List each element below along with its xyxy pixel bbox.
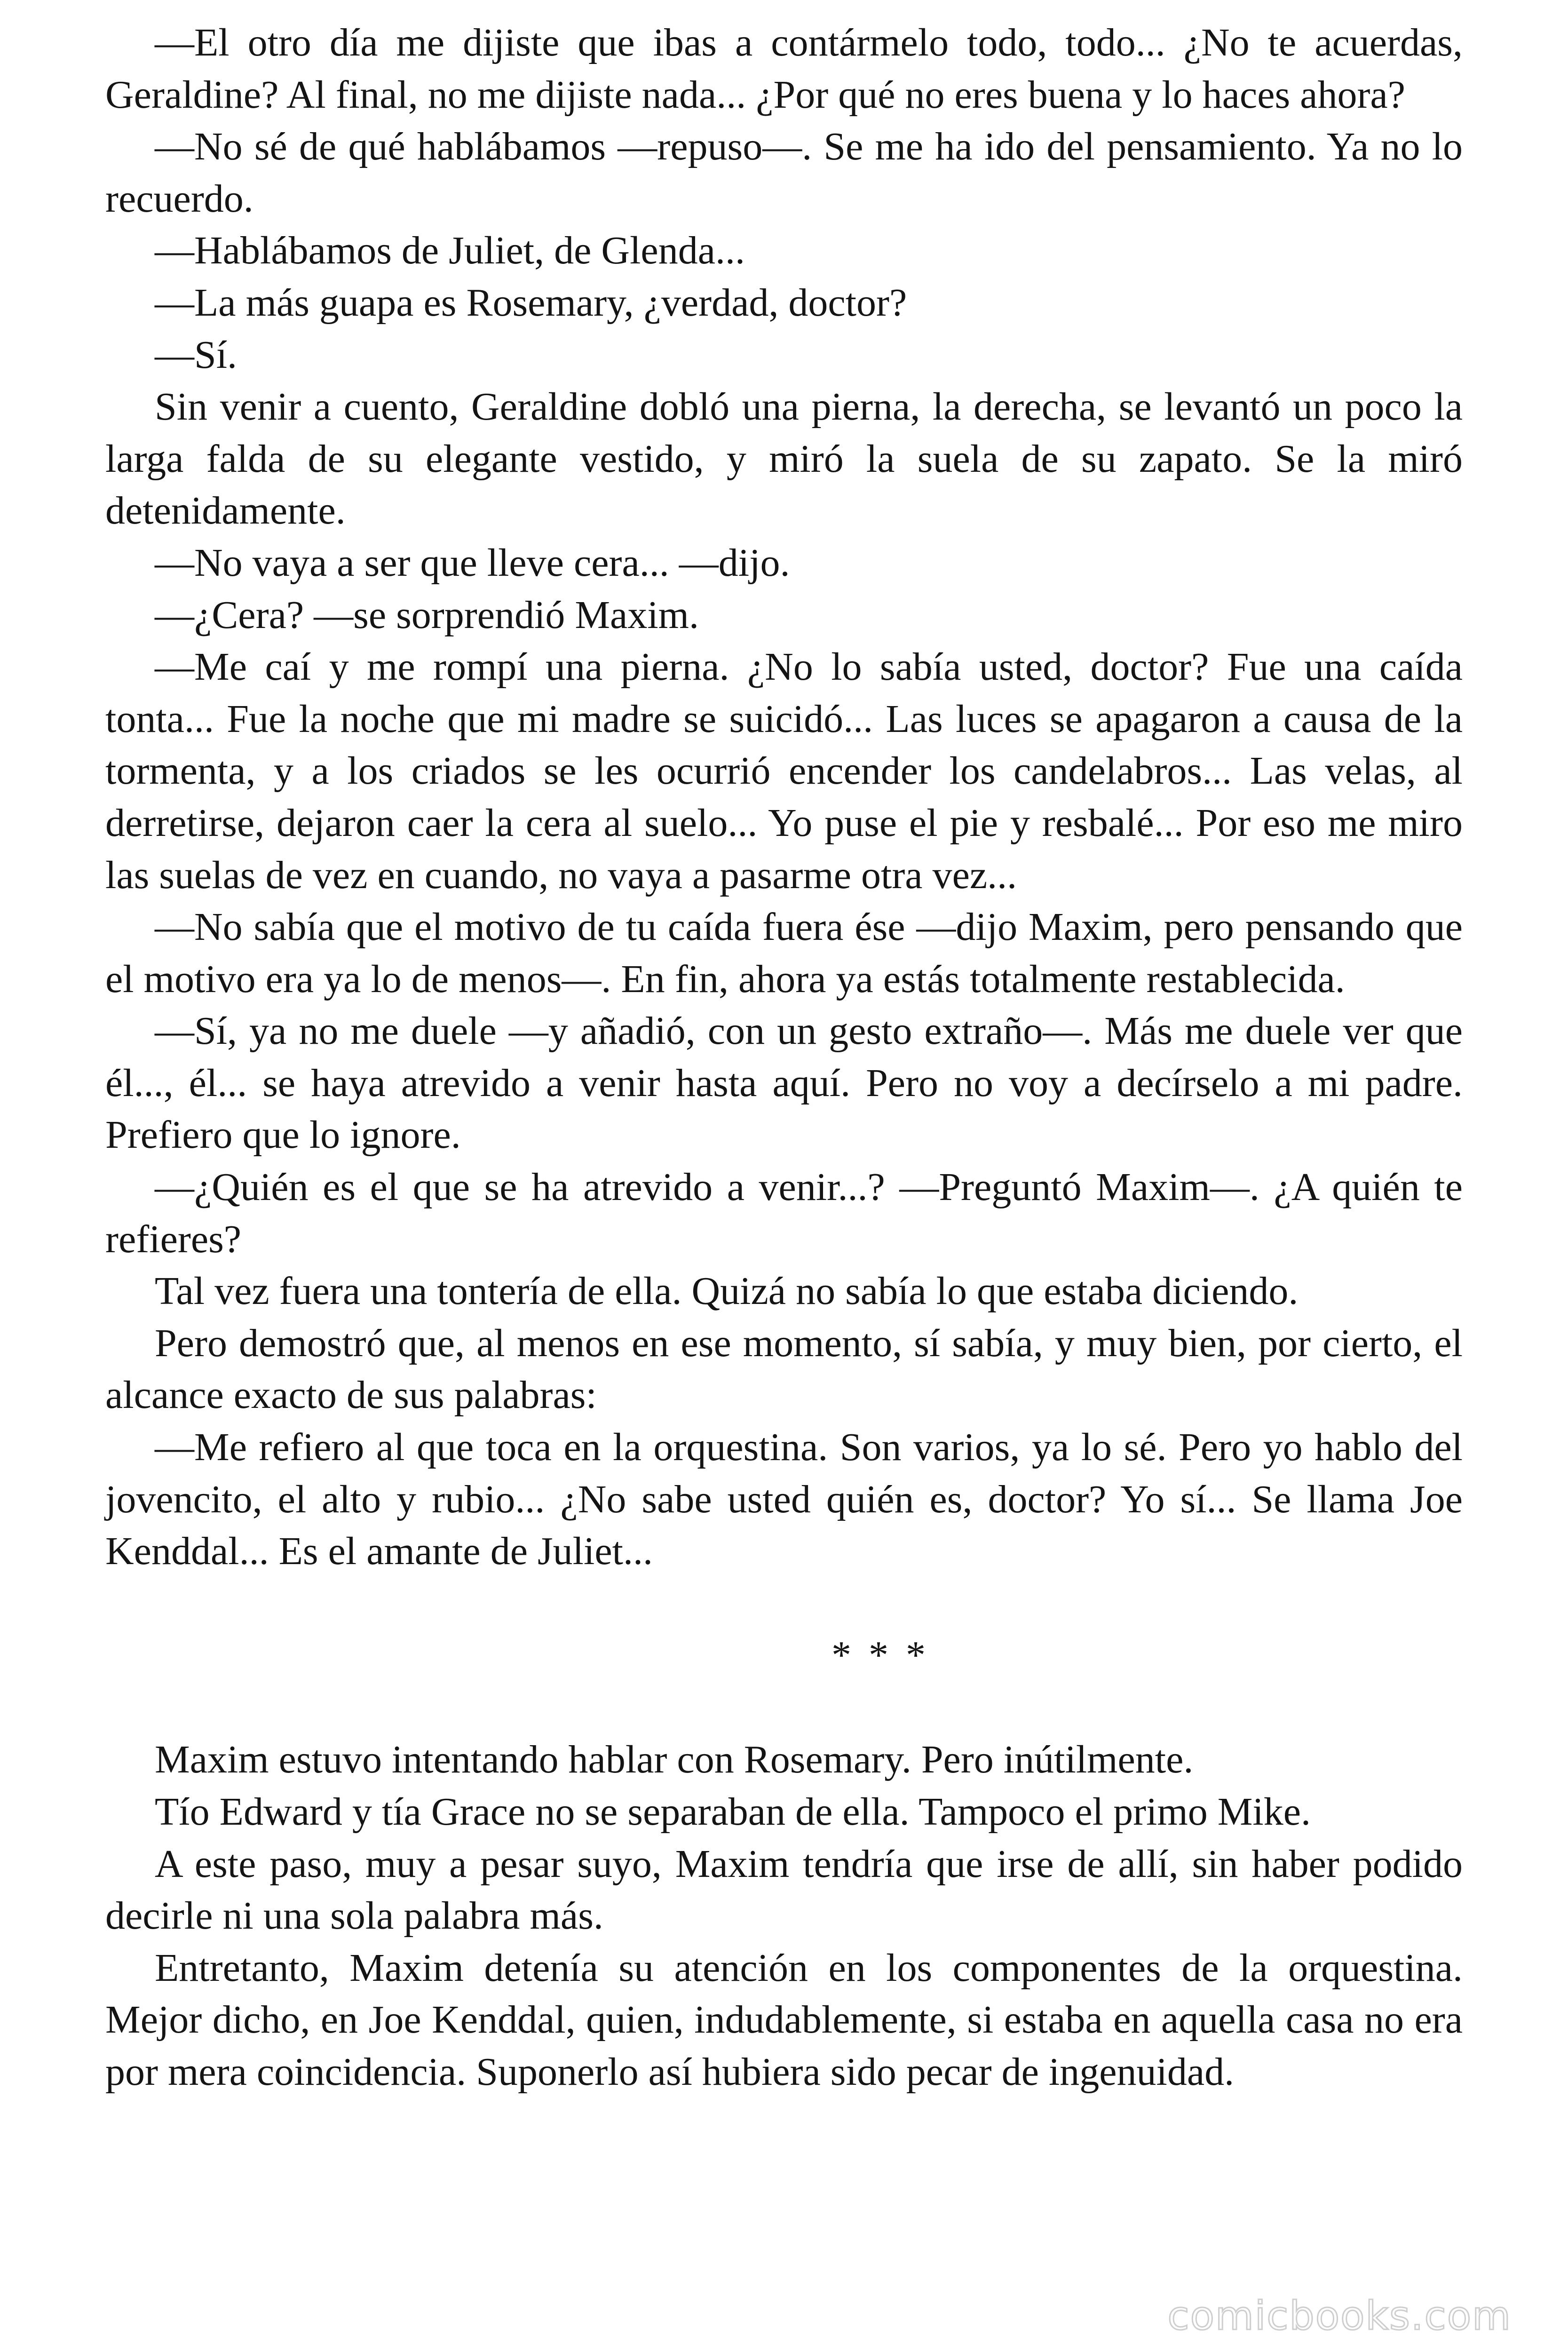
paragraph-9: —Me caí y me rompí una pierna. ¿No lo sabía usted, doctor? Fue una caída tonta... Fue la noche que mi madre se suicidó... Las luces se apagaron a causa de la tormenta, y a los criados se les ocurrió encender los candelabros... Las velas, al derretirse, dejaron caer la cera al suelo... Yo puse el pie y resbalé... Por eso me miro las suelas de vez en cuando, no vaya a pasarme otra vez...	[105, 645, 1463, 897]
paragraph-10: —No sabía que el motivo de tu caída fuera ése —dijo Maxim, pero pensando que el motivo era ya lo de menos—. En fin, ahora ya estás totalmente restablecida.	[105, 905, 1463, 1001]
paragraph-1: —El otro día me dijiste que ibas a contármelo todo, todo... ¿No te acuerdas, Geraldine? Al final, no me dijiste nada... ¿Por qué no eres buena y lo haces ahora?	[105, 21, 1463, 117]
paragraph-13: Tal vez fuera una tontería de ella. Quizá no sabía lo que estaba diciendo.	[155, 1269, 1299, 1313]
watermark-logo: comicbooks.com	[1167, 2293, 1512, 2339]
paragraph-11: —Sí, ya no me duele —y añadió, con un gesto extraño—. Más me duele ver que él..., él... se haya atrevido a venir hasta aquí. Pero no voy a decírselo a mi padre. Prefiero que lo ignore.	[105, 1009, 1463, 1157]
paragraph-4: —La más guapa es Rosemary, ¿verdad, doctor?	[155, 280, 907, 325]
paragraph-6: Sin venir a cuento, Geraldine dobló una pierna, la derecha, se levantó un poco la larga falda de su elegante vestido, y miró la suela de su zapato. Se la miró detenidamente.	[105, 385, 1463, 533]
paragraph-7: —No vaya a ser que lleve cera... —dijo.	[155, 540, 790, 585]
paragraph-15: —Me refiero al que toca en la orquestina. Son varios, ya lo sé. Pero yo hablo del jovencito, el alto y rubio... ¿No sabe usted quién es, doctor? Yo sí... Se llama Joe Kenddal... Es el amante de Juliet...	[105, 1425, 1463, 1573]
paragraph-2: —No sé de qué hablábamos —repuso—. Se me ha ido del pensamiento. Ya no lo recuerdo.	[105, 125, 1463, 221]
paragraph-5: —Sí.	[155, 333, 238, 377]
paragraph-3: —Hablábamos de Juliet, de Glenda...	[155, 229, 745, 273]
section-separator: * * *	[832, 1633, 929, 1677]
page-body	[105, 17, 1463, 2098]
paragraph-16: Maxim estuvo intentando hablar con Rosemary. Pero inútilmente.	[155, 1738, 1194, 1782]
paragraph-17: Tío Edward y tía Grace no se separaban de ella. Tampoco el primo Mike.	[155, 1790, 1311, 1834]
paragraph-19: Entretanto, Maxim detenía su atención en los componentes de la orquestina. Mejor dicho, en Joe Kenddal, quien, indudablemente, si estaba en aquella casa no era por mera coincidencia. Suponerlo así hubiera sido pecar de ingenuidad.	[105, 1946, 1463, 2094]
paragraph-8: —¿Cera? —se sorprendió Maxim.	[155, 593, 699, 637]
paragraph-18: A este paso, muy a pesar suyo, Maxim tendría que irse de allí, sin haber podido decirle ni una sola palabra más.	[105, 1842, 1463, 1938]
paragraph-12: —¿Quién es el que se ha atrevido a venir...? —Preguntó Maxim—. ¿A quién te refieres?	[105, 1165, 1463, 1261]
paragraph-14: Pero demostró que, al menos en ese momento, sí sabía, y muy bien, por cierto, el alcance exacto de sus palabras:	[105, 1321, 1463, 1417]
